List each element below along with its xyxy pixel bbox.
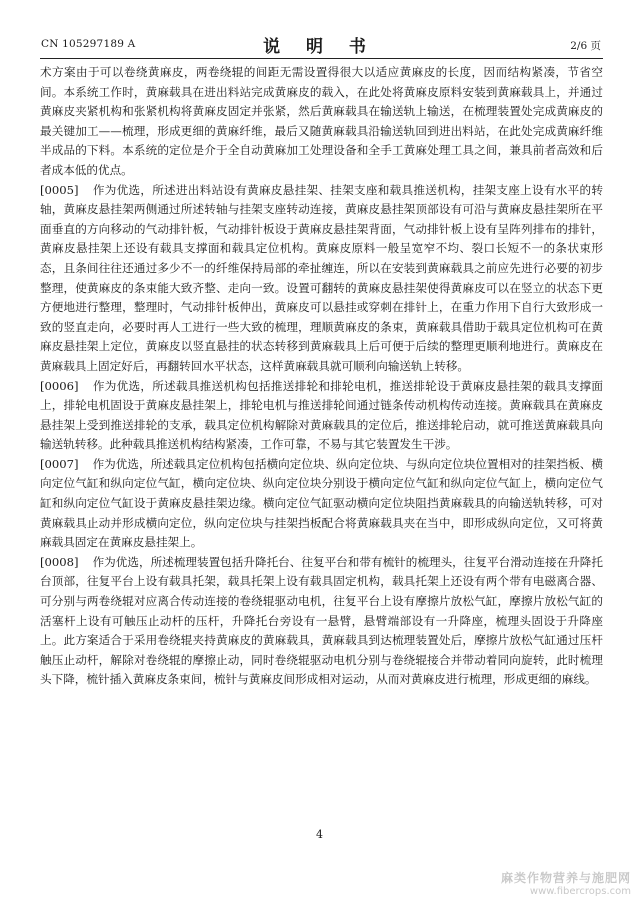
paragraph-0008 bbox=[40, 553, 603, 690]
paragraph-text: 作为优选，所述进出料站设有黄麻皮悬挂架、挂架支座和载具推送机构，挂架支座上设有水平的转轴，黄麻皮悬挂架两侧通过所述转轴与挂架支座转动连接，黄麻皮悬挂架顶部设有可沿与黄麻皮悬挂架所在平面垂直的方向移动的气动排针板，气动排针板设于黄麻皮悬挂架背面，气动排针板上设有呈阵列排布的排针，黄麻皮悬挂架上还设有载具支撑面和载具定位机构。黄麻皮原料一般呈宽窄不均、裂口长短不一的条状束形态，且条间往往还通过多少不一的纤维保持局部的牵扯缠连，所以在安装到黄麻载具之前应先进行必要的初步整理，使黄麻皮的条束能大致齐整、走向一致。设置可翻转的黄麻皮悬挂架使得黄麻皮可以在竖立的状态下更方便地进行整理，整理时，气动排针板伸出，黄麻皮可以悬挂或穿刺在排针上，在重力作用下自行大致形成一致的竖直走向，必要时再人工进行一些大致的梳理，理顺黄麻皮的条束，黄麻载具借助于载具定位机构可在黄麻皮悬挂架上定位，黄麻皮以竖直悬挂的状态转移到黄麻载具上后可便于后续的整理更顺利地进行。黄麻皮在黄麻载具上固定好后，再翻转回水平状态，这样黄麻载具就可顺利向输送轨上转移。 bbox=[40, 182, 603, 373]
watermark-site-name: 麻类作物营养与施肥网 bbox=[500, 871, 631, 885]
page-number: 4 bbox=[316, 828, 323, 841]
page-indicator: 2/6 页 bbox=[570, 40, 601, 52]
paragraph-number: [0007] bbox=[40, 456, 79, 471]
paragraph-0006 bbox=[40, 377, 603, 455]
paragraph-number: [0006] bbox=[40, 378, 79, 393]
paragraph-number: [0008] bbox=[40, 554, 79, 569]
page-title: 说 明 书 bbox=[263, 37, 376, 57]
paragraph-continuation bbox=[40, 63, 603, 181]
paragraph-text: 作为优选，所述梳理装置包括升降托台、往复平台和带有梳针的梳理头，往复平台滑动连接在升降托台顶部，往复平台上设有载具托架，载具托架上设有载具固定机构，载具托架上还设有两个带有电磁离合器、可分别与两卷绕辊对应离合传动连接的卷绕辊驱动电机，往复平台上设有摩擦片放松气缸，摩擦片放松气缸的活塞杆上设有可触压止动杆的压杆，升降托台旁设有一悬臂，悬臂端部设有一升降座，梳理头固设于升降座上。此方案适合于采用卷绕辊夹持黄麻皮的黄麻载具，黄麻载具到达梳理装置处后，摩擦片放松气缸通过压杆触压止动杆，解除对卷绕辊的摩擦止动，同时卷绕辊驱动电机分别与卷绕辊接合并带动着同向旋转，此时梳理头下降，梳针插入黄麻皮条束间，梳针与黄麻皮间形成相对运动，从而对黄麻皮进行梳理，形成更细的麻线。 bbox=[40, 554, 603, 687]
watermark bbox=[501, 872, 631, 898]
paragraph-0005 bbox=[40, 181, 603, 377]
watermark-url: www.fibercrops.com bbox=[529, 886, 631, 897]
paragraph-text: 作为优选，所述载具推送机构包括推送排轮和排轮电机，推送排轮设于黄麻皮悬挂架的载具支撑面上，排轮电机固设于黄麻皮悬挂架上，排轮电机与推送排轮间通过链条传动机构传动连接。黄麻载具在黄麻皮悬挂架上受到推送排轮的支承，载具定位机构解除对黄麻载具的定位后，推送排轮启动，就可推送黄麻载具向输送轨转移。此种载具推送机构结构紧凑，工作可靠，不易与其它装置发生干涉。 bbox=[40, 378, 603, 452]
paragraph-text: 作为优选，所述载具定位机构包括横向定位块、纵向定位块、与纵向定位块位置相对的挂架挡板、横向定位气缸和纵向定位气缸，横向定位块、纵向定位块分别设于横向定位气缸和纵向定位气缸上，横向定位气缸和纵向定位气缸设于黄麻皮悬挂架边缘。横向定位气缸驱动横向定位块阻挡黄麻载具的向输送轨转移，可对黄麻载具止动并形成横向定位，纵向定位块与挂架挡板配合将黄麻载具夹在当中，即形成纵向定位，又可将黄麻载具固定在黄麻皮悬挂架上。 bbox=[40, 456, 603, 550]
paragraph-text: 术方案由于可以卷绕黄麻皮，两卷绕辊的间距无需设置得很大以适应黄麻皮的长度，因而结构紧凑，节省空间。本系统工作时，黄麻载具在进出料站完成黄麻皮的载入，在此处将黄麻皮原料安装到黄麻载具上，并通过黄麻皮夹紧机构和张紧机构将黄麻皮固定并张紧，然后黄麻载具在输送轨上输送，在梳理装置处完成黄麻皮的最关键加工——梳理，形成更细的黄麻纤维，最后又随黄麻载具沿输送轨回到进出料站，在此处完成黄麻纤维半成品的下料。本系统的定位是介于全自动黄麻加工处理设备和全手工黄麻处理工具之间，兼具前者高效和后者成本低的优点。 bbox=[40, 65, 603, 177]
header-divider bbox=[40, 58, 603, 59]
document-body bbox=[40, 63, 603, 690]
paragraph-number: [0005] bbox=[40, 182, 79, 197]
paragraph-0007 bbox=[40, 455, 603, 553]
patent-number: CN 105297189 A bbox=[41, 38, 136, 50]
